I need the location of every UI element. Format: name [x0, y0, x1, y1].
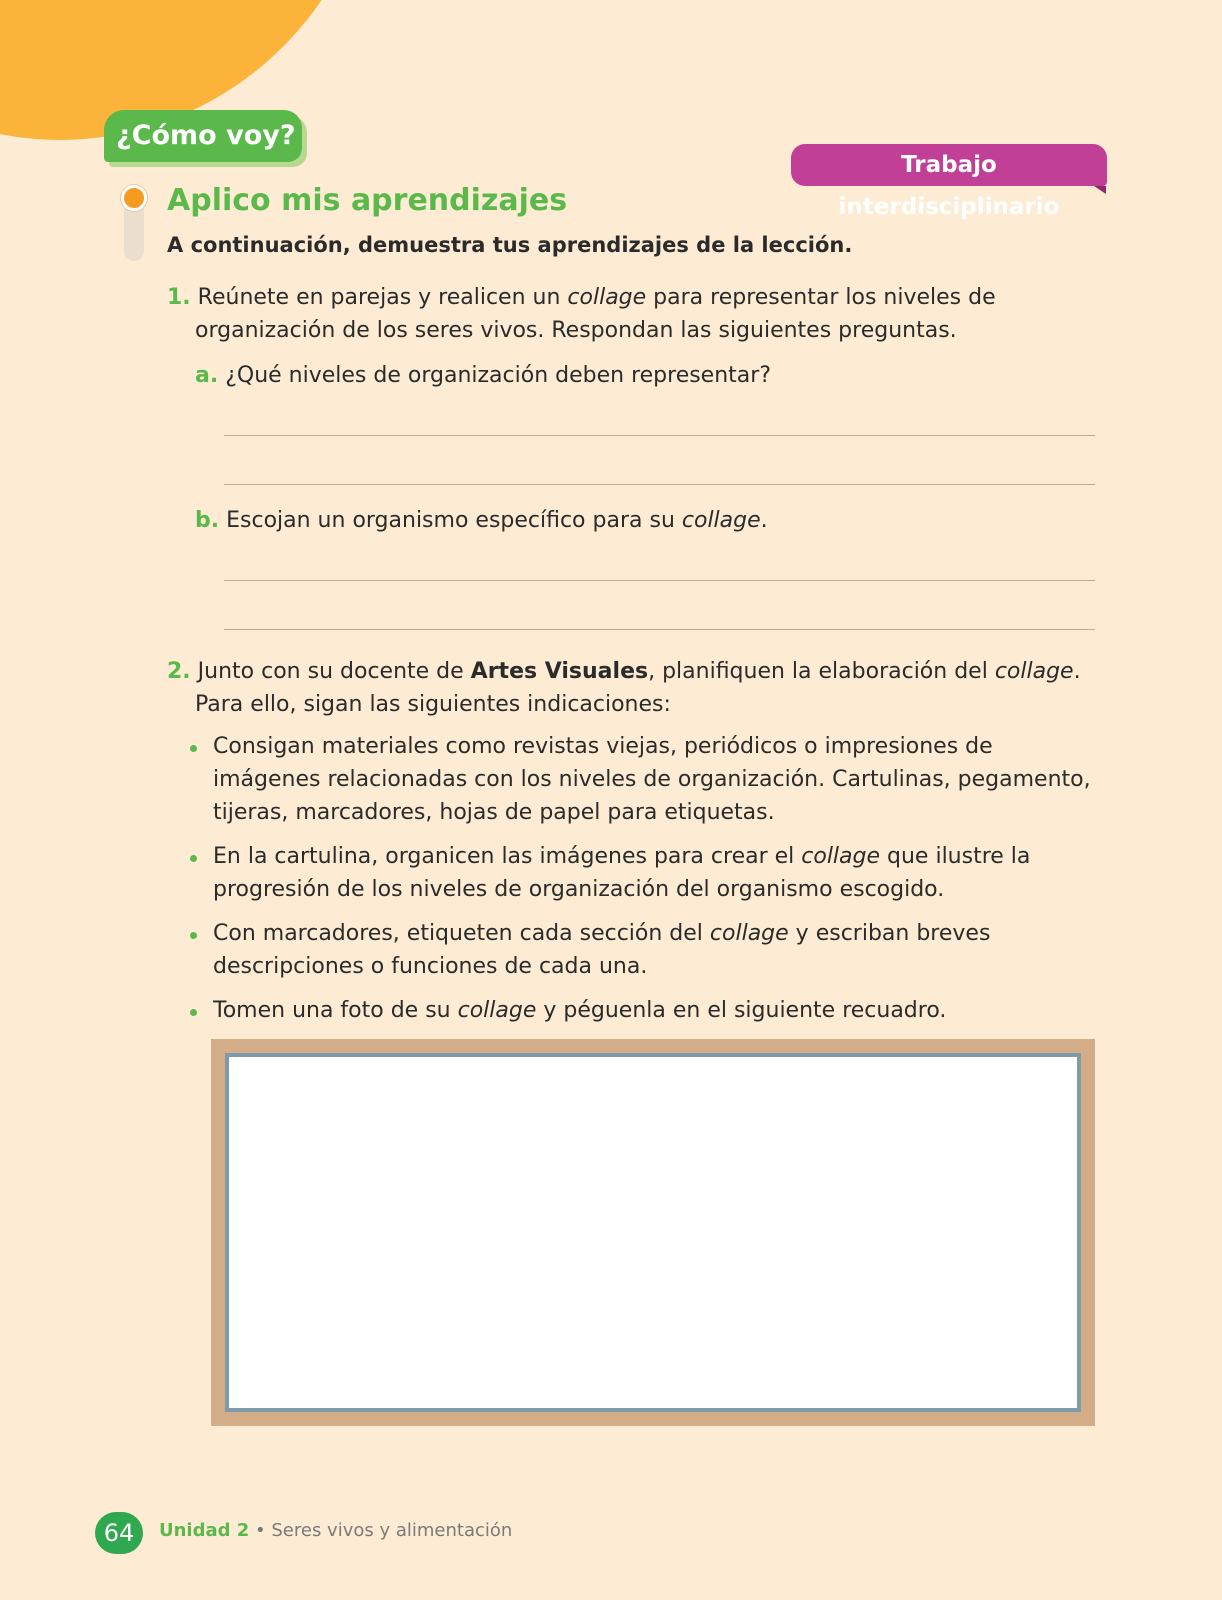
- list-item: [190, 840, 1100, 906]
- photo-frame: [211, 1039, 1095, 1426]
- list-item-italic: collage: [801, 844, 881, 869]
- intro-text: A continuación, demuestra tus aprendizajes de la lección.: [167, 233, 853, 257]
- bullet-icon: [190, 932, 197, 939]
- question-2-text-before: Junto con su docente de: [197, 659, 471, 684]
- section-marker-icon: [121, 185, 147, 261]
- question-1-text-before: Reúnete en parejas y realicen un: [197, 285, 568, 310]
- question-1-text-after: para representar los niveles de: [646, 285, 996, 310]
- question-1a: [195, 359, 771, 392]
- list-item: [190, 917, 1100, 983]
- como-voy-badge: ¿Cómo voy?: [104, 110, 302, 162]
- question-2-number: 2.: [167, 659, 191, 684]
- question-2-line2: Para ello, sigan las siguientes indicaciones:: [195, 692, 671, 717]
- question-1b-text-after: .: [760, 508, 768, 533]
- answer-line-1b-2[interactable]: [224, 629, 1095, 630]
- question-1-italic: collage: [567, 285, 647, 310]
- list-item-before: Con marcadores, etiqueten cada sección del: [213, 921, 710, 946]
- bullet-icon: [190, 855, 197, 862]
- list-item-italic: collage: [457, 998, 537, 1023]
- photo-paste-area[interactable]: [225, 1053, 1081, 1412]
- marker-dot: [121, 185, 147, 211]
- question-1b-text-before: Escojan un organismo específico para su: [226, 508, 682, 533]
- list-item-text: Consigan materiales como revistas viejas, periódicos o impresiones de imágenes relacionadas con los niveles de organización. Cartulinas, pegamento, tijeras, marcadores, hojas de papel para etiquetas.: [213, 734, 1091, 825]
- list-item: [190, 730, 1100, 829]
- bullet-icon: [190, 1009, 197, 1016]
- list-item-before: En la cartulina, organicen las imágenes para crear el: [213, 844, 802, 869]
- bullet-icon: [190, 745, 197, 752]
- page-number: 64: [95, 1512, 143, 1554]
- list-item-italic: collage: [709, 921, 789, 946]
- question-1: [167, 281, 996, 314]
- question-2: [167, 655, 1081, 688]
- answer-line-1b-1[interactable]: [224, 580, 1095, 581]
- question-2-text-mid: , planifiquen la elaboración del: [648, 659, 995, 684]
- question-1b: [195, 504, 768, 537]
- list-item-before: Tomen una foto de su: [213, 998, 458, 1023]
- list-item-after: y escriban breves descripciones o funciones de cada una.: [213, 921, 991, 979]
- footer-topic: Seres vivos y alimentación: [271, 1520, 513, 1541]
- footer-unit: Unidad 2: [159, 1520, 250, 1541]
- question-1a-text: ¿Qué niveles de organización deben representar?: [225, 363, 771, 388]
- footer-separator: •: [249, 1520, 272, 1541]
- footer-unit-info: [159, 1520, 512, 1541]
- section-title: Aplico mis aprendizajes: [167, 183, 568, 218]
- trabajo-interdisciplinario-badge: Trabajo interdisciplinario: [791, 144, 1107, 186]
- question-2-text-after: .: [1073, 659, 1081, 684]
- question-2-bold: Artes Visuales: [470, 659, 649, 684]
- question-1-line2: organización de los seres vivos. Respondan las siguientes preguntas.: [195, 318, 957, 343]
- instruction-list: [190, 730, 1100, 1038]
- question-2-italic: collage: [994, 659, 1074, 684]
- list-item: [190, 994, 1100, 1027]
- question-1b-italic: collage: [681, 508, 761, 533]
- question-1a-letter: a.: [195, 363, 219, 388]
- badge-tail-shape: [1094, 186, 1106, 194]
- list-item-after: que ilustre la progresión de los niveles de organización del organismo escogido.: [213, 844, 1031, 902]
- list-item-after: y péguenla en el siguiente recuadro.: [536, 998, 947, 1023]
- question-1-number: 1.: [167, 285, 191, 310]
- answer-line-1a-2[interactable]: [224, 484, 1095, 485]
- answer-line-1a-1[interactable]: [224, 435, 1095, 436]
- question-1b-letter: b.: [195, 508, 220, 533]
